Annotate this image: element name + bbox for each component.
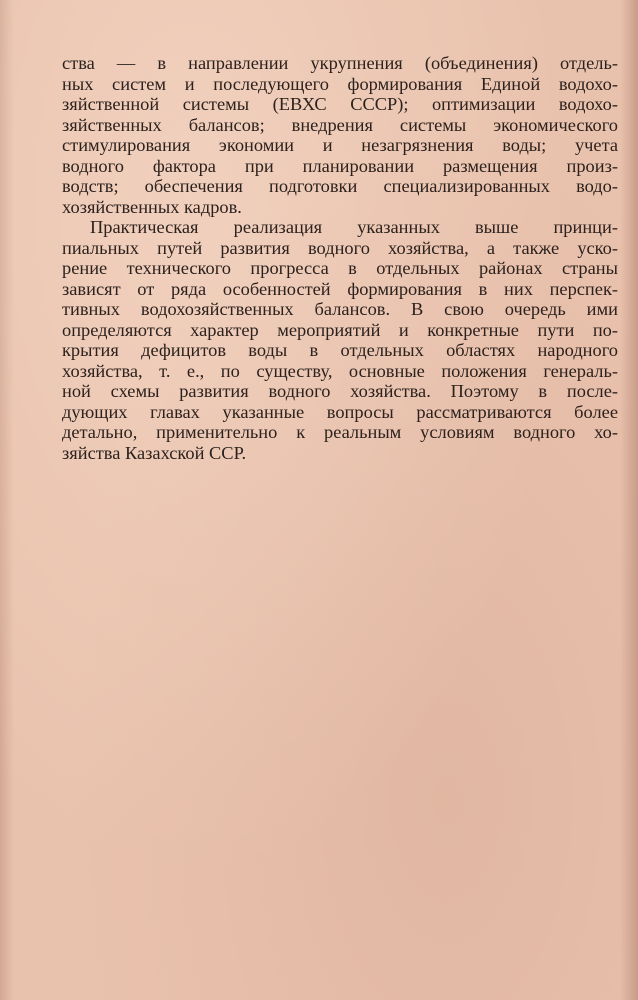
text-line: хозяйственных кадров. xyxy=(62,196,242,217)
text-line: крытия дефицитов воды в отдельных областях народного xyxy=(62,340,618,360)
text-line: пиальных путей развития водного хозяйства, а также уско- xyxy=(62,237,618,258)
text-line: определяются характер мероприятий и конкретные пути по- xyxy=(62,319,618,340)
text-line: тивных водохозяйственных балансов. В свою очередь ими xyxy=(62,299,618,319)
text-line: рение технического прогресса в отдельных районах страны xyxy=(62,258,618,278)
text-line: зяйственных балансов; внедрения системы экономического xyxy=(62,114,618,135)
text-line: Практическая реализация указанных выше принци- xyxy=(90,217,618,237)
text-line: ной схемы развития водного хозяйства. Поэтому в после- xyxy=(62,381,618,401)
text-line: стимулирования экономии и незагрязнения воды; учета xyxy=(62,135,618,155)
text-line: ства — в направлении укрупнения (объединения) отдель- xyxy=(62,53,618,73)
text-line: водств; обеспечения подготовки специализированных водо- xyxy=(62,176,618,196)
text-line: хозяйства, т. е., по существу, основные положения генераль- xyxy=(62,360,618,381)
text-line: зависят от ряда особенностей формирования в них перспек- xyxy=(62,278,618,299)
text-line: дующих главах указанные вопросы рассматриваются более xyxy=(62,401,618,422)
text-line: зяйства Казахской ССР. xyxy=(62,442,247,463)
text-line: детально, применительно к реальным условиям водного хо- xyxy=(62,422,618,442)
text-line: ных систем и последующего формирования Единой водохо- xyxy=(62,73,618,94)
body-text xyxy=(62,53,618,463)
text-line: водного фактора при планировании размещения произ- xyxy=(62,155,618,176)
paragraph-2 xyxy=(62,217,618,463)
text-line: зяйственной системы (ЕВХС СССР); оптимизации водохо- xyxy=(62,94,618,114)
paragraph-1 xyxy=(62,53,618,217)
